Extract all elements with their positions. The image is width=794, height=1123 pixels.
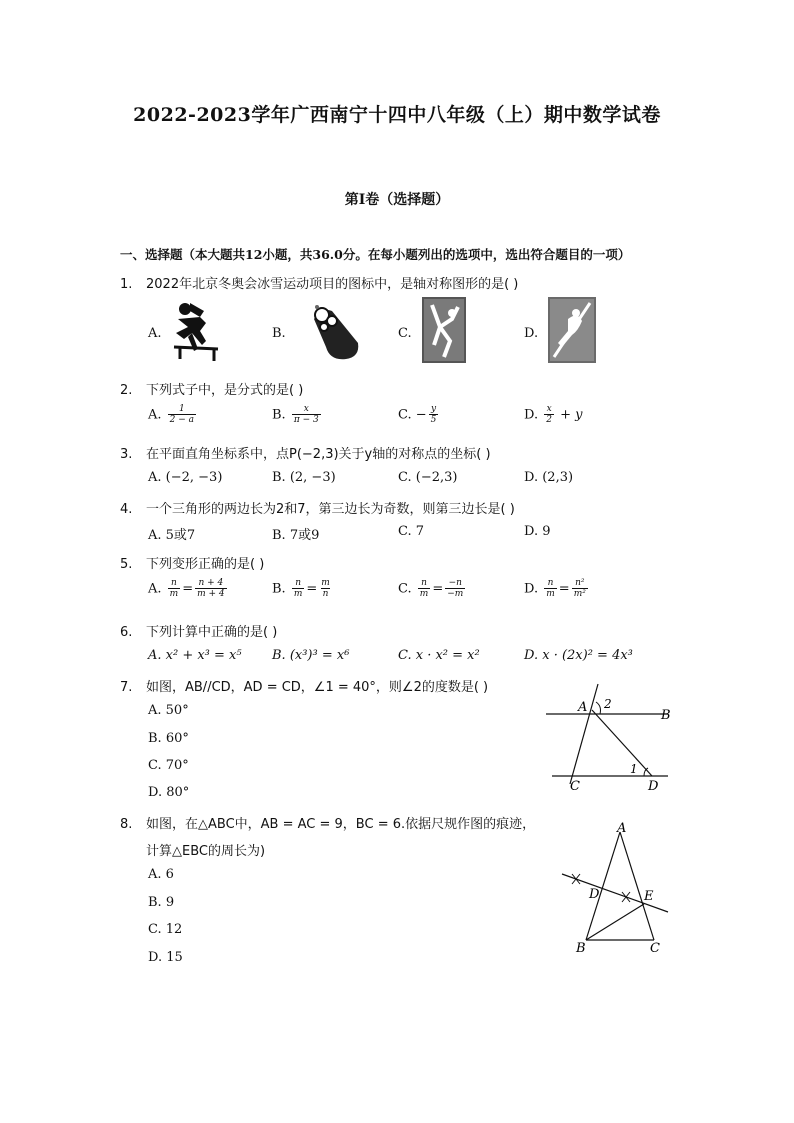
minus-sign: − <box>415 407 427 423</box>
numerator: m <box>321 578 330 588</box>
fraction <box>292 404 321 426</box>
question-number: 2. <box>120 383 133 398</box>
option-label: D. <box>524 407 539 423</box>
question-text: 一个三角形的两边长为2和7，第三边长为奇数，则第三边长是( ) <box>146 502 515 517</box>
fraction <box>195 578 227 600</box>
question-number: 5. <box>120 557 133 572</box>
question-4 <box>120 498 515 517</box>
question-number: 4. <box>120 502 133 517</box>
label-d: D <box>589 887 600 902</box>
numerator: n <box>295 578 301 588</box>
label-b: B <box>661 708 671 723</box>
question-5 <box>120 553 264 572</box>
option-label: B. <box>272 407 286 423</box>
option-a[interactable]: A. 6 <box>148 867 174 882</box>
numerator: n + 4 <box>198 578 224 588</box>
label-b: B <box>576 941 586 956</box>
option-a[interactable]: A. (−2, −3) <box>148 470 223 485</box>
question-text: 如图，AB//CD，AD = CD，∠1 = 40°，则∠2的度数是( ) <box>146 680 489 695</box>
question-number: 8. <box>120 817 133 832</box>
option-label: B. <box>272 581 286 597</box>
denominator: m <box>293 589 303 600</box>
freestyle-skiing-pictogram-icon <box>422 297 466 363</box>
denominator: m² <box>573 589 586 600</box>
option-label: A. <box>148 407 162 423</box>
numerator: y <box>430 404 437 414</box>
label-c: C <box>650 941 660 956</box>
curling-pictogram-icon <box>300 297 366 363</box>
option-c[interactable]: C. x · x² = x² <box>398 648 480 663</box>
option-label: A. <box>148 581 162 597</box>
option-c[interactable] <box>398 404 440 426</box>
angle-2-arc <box>596 702 601 714</box>
label-a: A <box>578 700 588 715</box>
option-label[interactable]: D. <box>524 326 539 341</box>
line-ac <box>570 684 598 784</box>
option-c[interactable]: C. 12 <box>148 922 183 937</box>
option-a[interactable]: A. 5或7 <box>148 528 196 543</box>
line-ad <box>592 710 652 776</box>
option-b[interactable]: B. 7或9 <box>272 528 320 543</box>
option-a[interactable]: A. 50° <box>148 703 189 718</box>
numerator: −n <box>448 578 462 588</box>
denominator: m <box>546 589 555 600</box>
numerator: n <box>547 578 554 588</box>
option-label: C. <box>398 581 412 597</box>
numerator: 1 <box>178 404 185 414</box>
question-number: 1. <box>120 277 133 292</box>
segment-be <box>586 904 644 940</box>
option-b[interactable] <box>272 404 323 426</box>
option-a[interactable] <box>148 404 198 426</box>
question-text: 下列计算中正确的是( ) <box>146 625 278 640</box>
option-a[interactable]: A. $\frac{n}{m}$ = $\frac{n + 4}{m + 4}$ <box>148 578 225 600</box>
numerator: x <box>546 404 552 414</box>
page-title: 2022-2023学年广西南宁十四中八年级（上）期中数学试卷 <box>133 104 661 126</box>
question-1 <box>120 273 518 292</box>
option-label: D. <box>524 581 539 597</box>
question-text: 如图，在△ABC中，AB = AC = 9，BC = 6.依据尺规作图的痕迹， <box>146 817 536 832</box>
q7-geometry-figure <box>540 680 680 800</box>
option-label[interactable]: A. <box>148 326 162 341</box>
denominator: n <box>322 589 329 600</box>
option-label[interactable]: C. <box>398 326 412 341</box>
fraction <box>429 404 439 426</box>
fraction <box>572 578 588 600</box>
label-angle-1: 1 <box>630 762 638 776</box>
fraction <box>544 578 557 600</box>
option-d[interactable]: D. $\frac{n}{m}$ = $\frac{\text{n²}}{\text{m²}}$ <box>524 578 586 600</box>
side-ab <box>586 832 620 940</box>
fraction <box>168 404 196 426</box>
option-d[interactable]: D. 80° <box>148 785 190 800</box>
label-angle-2: 2 <box>604 697 612 711</box>
numerator: n <box>421 578 427 588</box>
section-heading: 一、选择题（本大题共12小题，共36.0分。在每小题列出的选项中，选出符合题目的一项） <box>120 247 631 262</box>
fraction <box>292 578 305 600</box>
option-c[interactable]: C. 70° <box>148 758 189 773</box>
denominator: 2 <box>546 415 552 426</box>
question-7 <box>120 676 488 695</box>
option-b[interactable]: B. $\frac{n}{m}$ = $\frac{m}{n}$ <box>272 578 330 600</box>
option-b[interactable]: B. 9 <box>148 895 175 910</box>
numerator: x <box>303 404 309 414</box>
question-text: 下列式子中，是分式的是( ) <box>146 383 304 398</box>
expression-tail: + y <box>560 407 583 423</box>
option-d[interactable]: D. x · (2x)² = 4x³ <box>524 648 633 663</box>
option-d[interactable] <box>524 404 582 426</box>
speed-skating-pictogram-icon <box>170 297 222 363</box>
question-8-line-2: 计算△EBC的周长为) <box>146 844 266 859</box>
fraction <box>544 404 554 426</box>
denominator: m + 4 <box>197 589 225 600</box>
option-b[interactable]: B. (2, −3) <box>272 470 336 485</box>
option-d[interactable]: D. 9 <box>524 524 551 539</box>
label-d: D <box>648 779 659 794</box>
question-8 <box>120 813 535 832</box>
fraction <box>168 578 181 600</box>
question-3 <box>120 443 491 462</box>
angle-1-arc <box>644 768 648 776</box>
label-a: A <box>617 821 627 836</box>
question-number: 3. <box>120 447 133 462</box>
fraction <box>445 578 465 600</box>
fraction <box>418 578 431 600</box>
question-number: 6. <box>120 625 133 640</box>
option-a[interactable]: A. x² + x³ = x⁵ <box>148 648 242 663</box>
question-number: 7. <box>120 680 133 695</box>
question-text: 下列变形正确的是( ) <box>146 557 265 572</box>
label-c: C <box>570 779 580 794</box>
numerator: n <box>171 578 177 588</box>
option-d[interactable]: D. (2,3) <box>524 470 574 485</box>
option-b[interactable]: B. (x³)³ = x⁶ <box>272 648 350 663</box>
question-6 <box>120 621 277 640</box>
side-ac <box>620 832 654 940</box>
option-c[interactable]: C. 7 <box>398 524 425 539</box>
short-track-pictogram-icon <box>548 297 596 363</box>
question-text: 在平面直角坐标系中，点P(−2,3)关于y轴的对称点的坐标( ) <box>146 447 491 462</box>
arc-mark-right <box>622 892 630 902</box>
denominator: π − 3 <box>293 415 319 426</box>
question-text: 2022年北京冬奥会冰雪运动项目的图标中，是轴对称图形的是( ) <box>146 277 519 292</box>
numerator: n² <box>575 578 585 588</box>
denominator: 5 <box>430 415 437 426</box>
section-subtitle: 第I卷（选择题） <box>344 192 450 208</box>
option-c[interactable]: C. $\frac{n}{m}$ = $\frac{-n}{-m}$ <box>398 578 464 600</box>
q8-geometry-figure <box>556 818 676 958</box>
option-c[interactable]: C. (−2,3) <box>398 470 458 485</box>
label-e: E <box>644 889 654 904</box>
arc-mark-left <box>572 874 580 884</box>
option-d[interactable]: D. 15 <box>148 950 183 965</box>
question-2 <box>120 379 303 398</box>
fraction <box>319 578 332 600</box>
option-b[interactable]: B. 60° <box>148 731 189 746</box>
denominator: 2 − a <box>169 415 195 426</box>
option-label: C. <box>398 407 412 423</box>
option-label[interactable]: B. <box>272 326 286 341</box>
denominator: −m <box>447 589 464 600</box>
denominator: m <box>169 589 179 600</box>
denominator: m <box>419 589 429 600</box>
